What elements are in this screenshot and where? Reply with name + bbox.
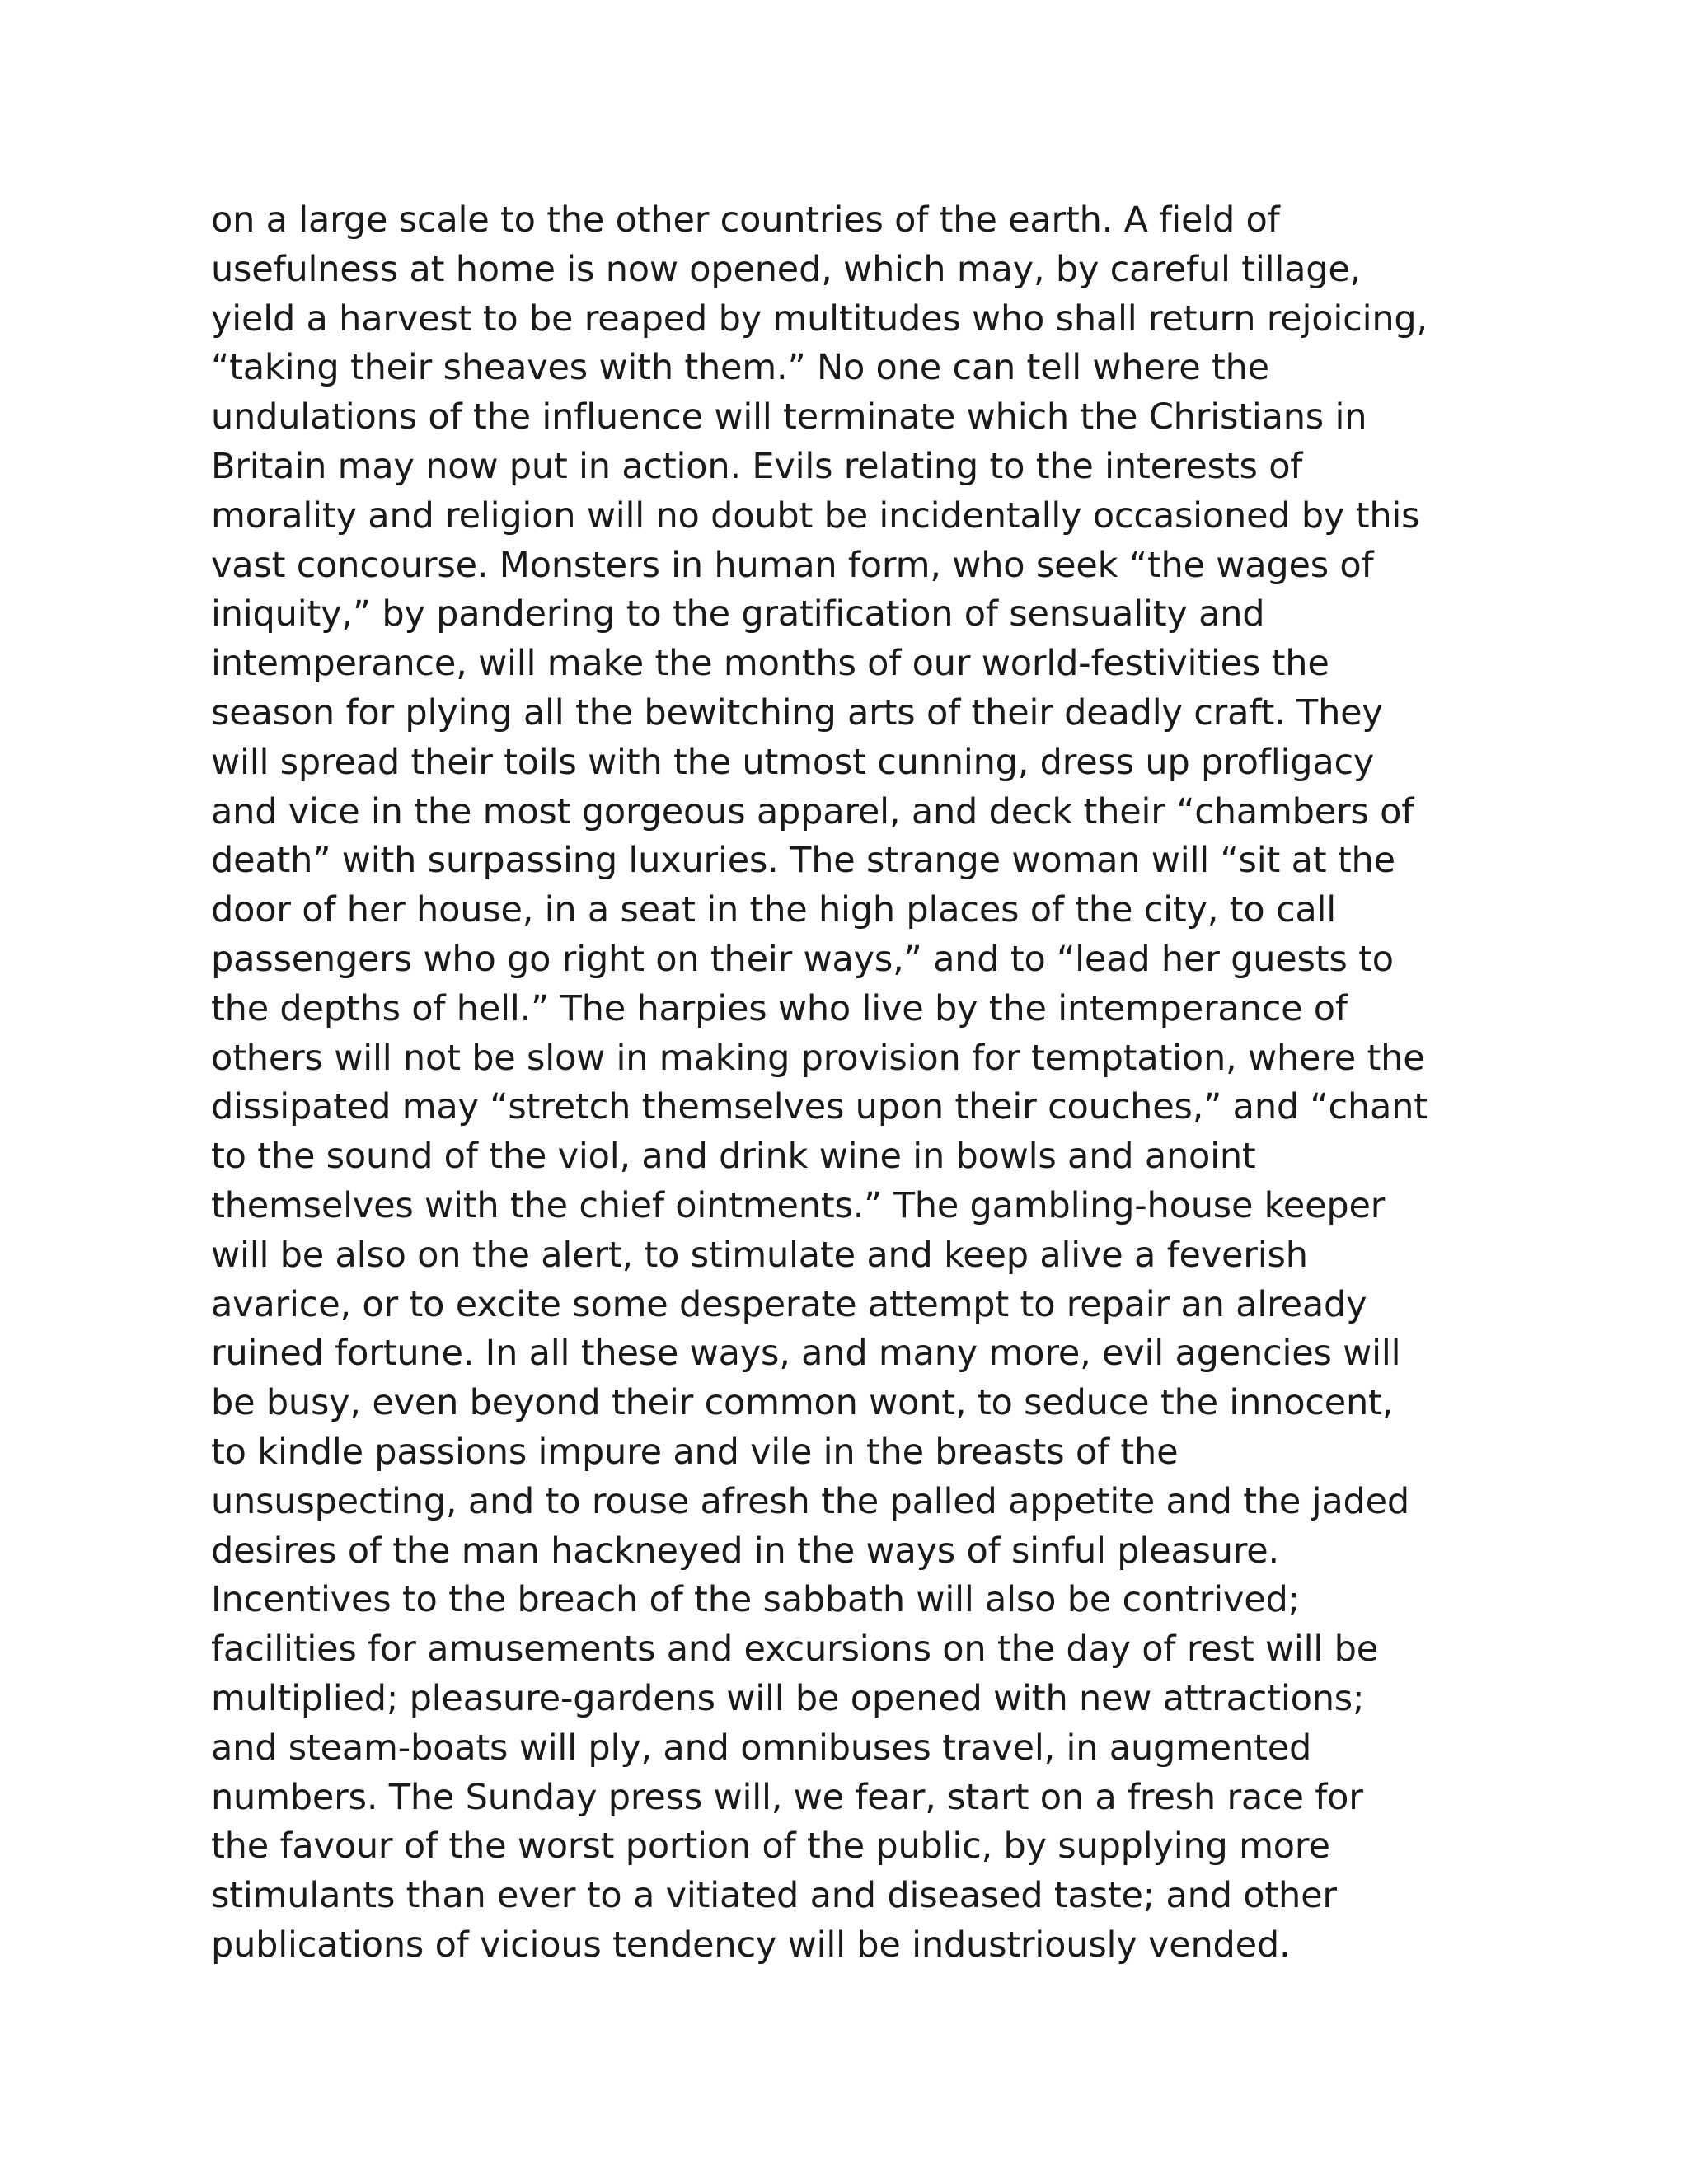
text-line: desires of the man hackneyed in the ways of sinful pleasure. <box>211 1530 1280 1572</box>
text-line: avarice, or to excite some desperate attempt to repair an already <box>211 1283 1367 1325</box>
text-line: stimulants than ever to a vitiated and diseased taste; and other <box>211 1875 1337 1917</box>
text-line: to kindle passions impure and vile in the breasts of the <box>211 1431 1179 1473</box>
text-line: vast concourse. Monsters in human form, who seek “the wages of <box>211 544 1374 586</box>
text-line: yield a harvest to be reaped by multitudes who shall return rejoicing, <box>211 298 1428 340</box>
text-line: Incentives to the breach of the sabbath will also be contrived; <box>211 1579 1300 1621</box>
text-line: themselves with the chief ointments.” The gambling-house keeper <box>211 1184 1386 1226</box>
text-line: numbers. The Sunday press will, we fear, start on a fresh race for <box>211 1776 1363 1818</box>
text-line: ruined fortune. In all these ways, and many more, evil agencies will <box>211 1333 1401 1375</box>
text-line: the favour of the worst portion of the public, by supplying more <box>211 1825 1330 1868</box>
text-line: intemperance, will make the months of our world-festivities the <box>211 643 1329 685</box>
text-line: to the sound of the viol, and drink wine in bowls and anoint <box>211 1136 1256 1178</box>
text-line: and vice in the most gorgeous apparel, and deck their “chambers of <box>211 790 1414 832</box>
body-text <box>211 196 1678 1971</box>
text-line: be busy, even beyond their common wont, to seduce the innocent, <box>211 1382 1394 1424</box>
text-line: iniquity,” by pandering to the gratification of sensuality and <box>211 593 1265 635</box>
text-line: season for plying all the bewitching arts of their deadly craft. They <box>211 691 1383 733</box>
text-line: death” with surpassing luxuries. The strange woman will “sit at the <box>211 840 1395 882</box>
text-line: Britain may now put in action. Evils relating to the interests of <box>211 445 1303 487</box>
text-line: will be also on the alert, to stimulate and keep alive a feverish <box>211 1234 1308 1276</box>
text-line: on a large scale to the other countries of the earth. A field of <box>211 199 1280 241</box>
text-line: passengers who go right on their ways,” and to “lead her guests to <box>211 938 1394 980</box>
text-line: and steam-boats will ply, and omnibuses travel, in augmented <box>211 1727 1312 1769</box>
text-line: publications of vicious tendency will be industriously vended. <box>211 1924 1291 1966</box>
text-line: unsuspecting, and to rouse afresh the palled appetite and the jaded <box>211 1480 1409 1522</box>
text-line: facilities for amusements and excursions on the day of rest will be <box>211 1629 1378 1671</box>
text-line: morality and religion will no doubt be incidentally occasioned by this <box>211 494 1420 537</box>
text-line: will spread their toils with the utmost cunning, dress up profligacy <box>211 741 1375 783</box>
text-line: dissipated may “stretch themselves upon their couches,” and “chant <box>211 1086 1428 1128</box>
text-line: usefulness at home is now opened, which may, by careful tillage, <box>211 248 1362 290</box>
text-line: undulations of the influence will terminate which the Christians in <box>211 396 1367 438</box>
text-line: door of her house, in a seat in the high places of the city, to call <box>211 889 1337 931</box>
text-line: others will not be slow in making provision for temptation, where the <box>211 1037 1425 1079</box>
text-line: “taking their sheaves with them.” No one can tell where the <box>211 347 1269 389</box>
text-line: the depths of hell.” The harpies who live by the intemperance of <box>211 987 1348 1029</box>
text-line: multiplied; pleasure-gardens will be opened with new attractions; <box>211 1677 1365 1719</box>
